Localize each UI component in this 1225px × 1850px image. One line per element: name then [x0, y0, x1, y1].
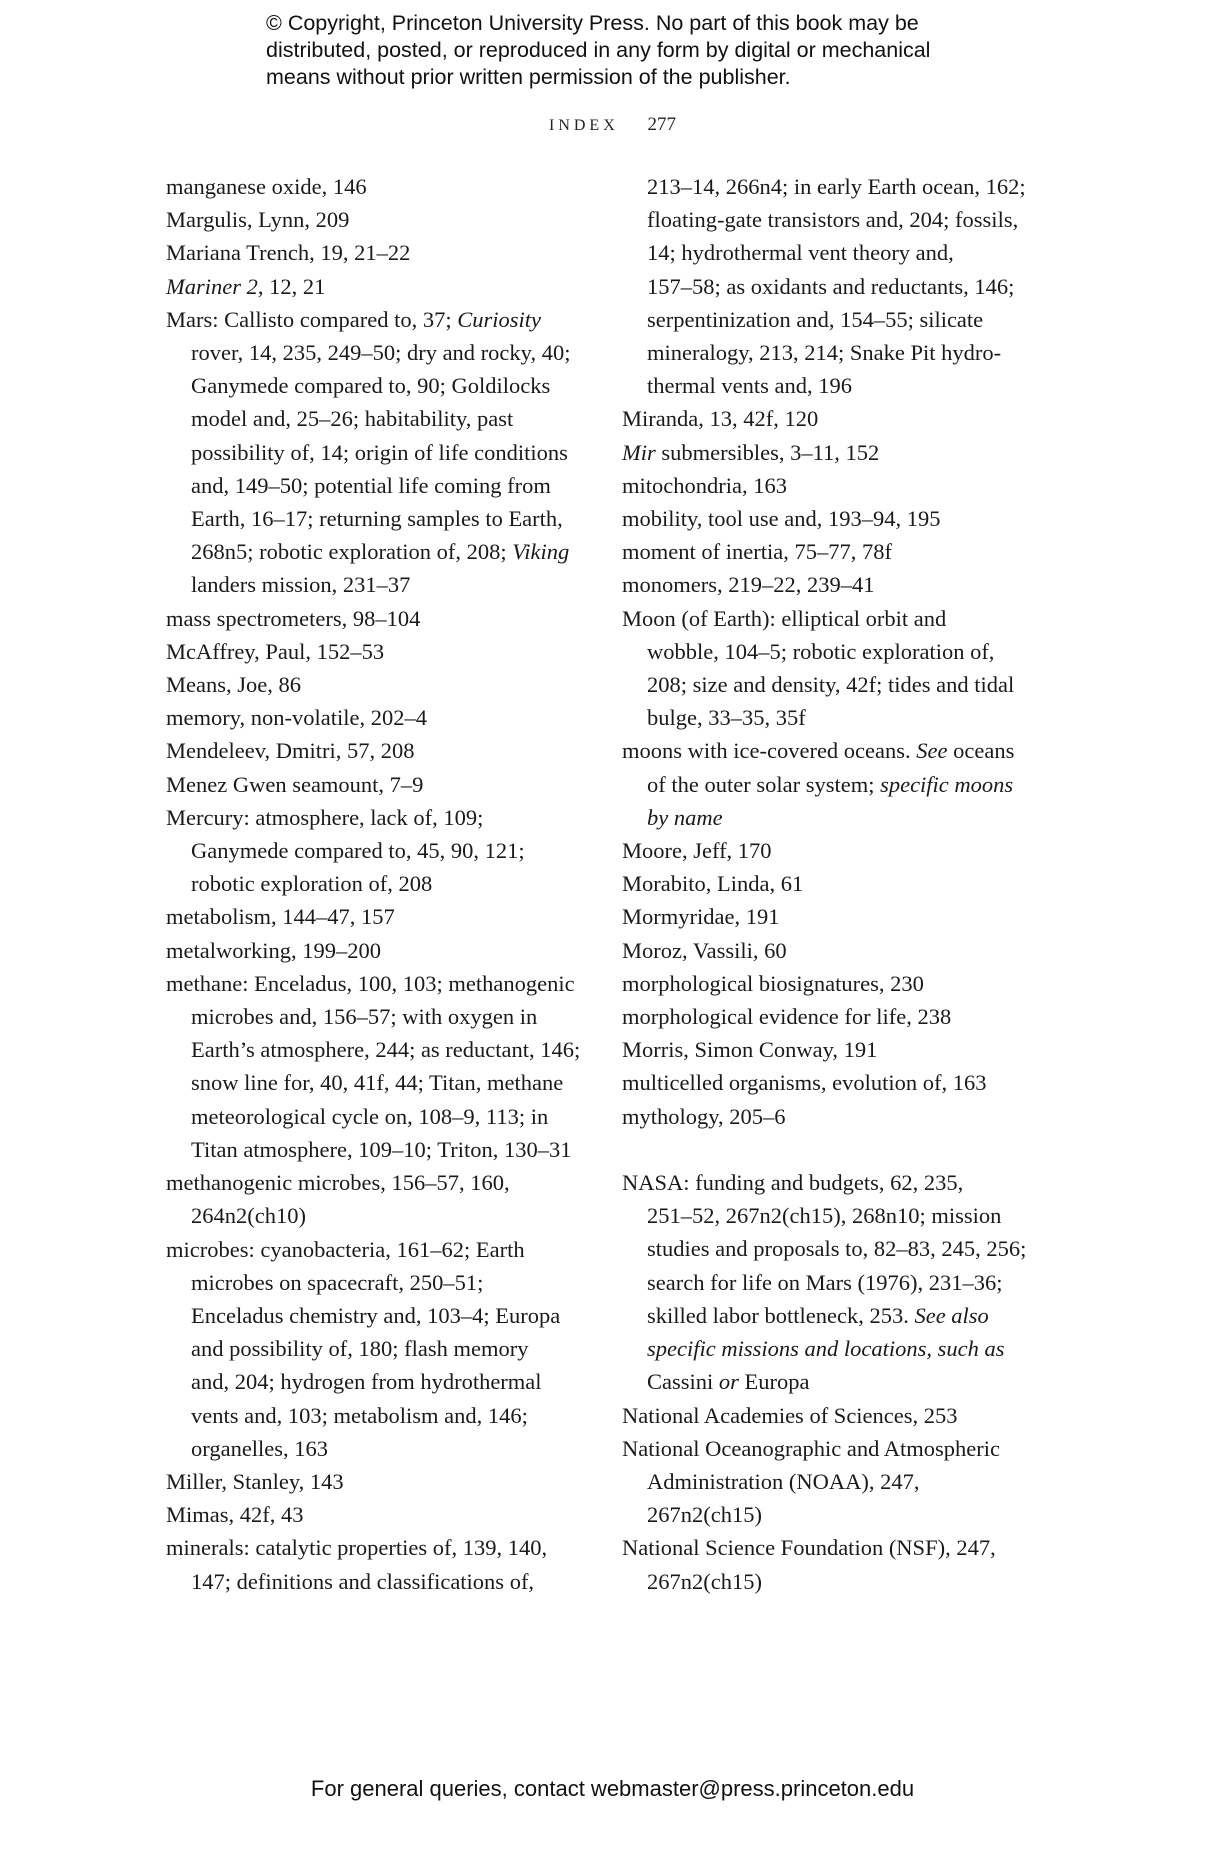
index-subline — [166, 1133, 586, 1166]
entry-text: and possibility of, 180; flash memory — [191, 1336, 529, 1362]
entry-text: Ganymede compared to, 45, 90, 121; — [191, 838, 525, 864]
index-subline — [166, 1432, 586, 1465]
entry-text: snow line for, 40, 41f, 44; Titan, methane — [191, 1070, 564, 1096]
entry-text: monomers, 219–22, 239–41 — [622, 572, 875, 598]
index-entry — [166, 602, 586, 635]
entry-text: 213–14, 266n4; in early Earth ocean, 162; — [647, 174, 1026, 199]
index-subline — [622, 1199, 1052, 1232]
index-column-left — [166, 170, 586, 1598]
index-subline — [166, 502, 586, 535]
index-subline — [622, 768, 1052, 801]
index-entry — [166, 734, 586, 767]
index-entry — [622, 1166, 1052, 1199]
entry-text: Mariner 2 — [166, 273, 258, 299]
entry-text: possibility of, 14; origin of life conditions — [191, 439, 568, 465]
copyright-line: distributed, posted, or reproduced in any form by digital or mechanical — [266, 38, 931, 62]
index-entry — [622, 867, 1052, 900]
entry-text: Means, Joe, 86 — [166, 672, 301, 698]
entry-text: skilled labor bottleneck, 253. — [647, 1302, 915, 1328]
entry-text: 267n2(ch15) — [647, 1568, 762, 1594]
index-subline — [166, 1033, 586, 1066]
index-entry — [166, 1531, 586, 1564]
entry-text: microbes and, 156–57; with oxygen in — [191, 1004, 538, 1030]
index-entry — [622, 1033, 1052, 1066]
entry-text: mass spectrometers, 98–104 — [166, 605, 421, 631]
index-subline — [166, 402, 586, 435]
index-entry — [622, 436, 1052, 469]
entry-text: 157–58; as oxidants and reductants, 146; — [647, 273, 1015, 299]
entry-text: search for life on Mars (1976), 231–36; — [647, 1269, 1003, 1295]
entry-text: mobility, tool use and, 193–94, 195 — [622, 506, 941, 532]
copyright-line: © Copyright, Princeton University Press. No part of this book may be — [266, 11, 919, 35]
entry-text: morphological biosignatures, 230 — [622, 970, 924, 996]
index-subline — [166, 436, 586, 469]
index-subline — [622, 1498, 1052, 1531]
entry-text: morphological evidence for life, 238 — [622, 1004, 952, 1030]
index-subline — [166, 1565, 586, 1598]
index-subline — [622, 1365, 1052, 1398]
entry-text: Mercury: atmosphere, lack of, 109; — [166, 804, 484, 830]
entry-text: National Oceanographic and Atmospheric — [622, 1435, 1000, 1461]
index-entry — [166, 1166, 586, 1199]
entry-text: manganese oxide, 146 — [166, 174, 367, 199]
entry-text: 268n5; robotic exploration of, 208; — [191, 539, 513, 565]
entry-text: by name — [647, 804, 723, 830]
index-subline — [622, 668, 1052, 701]
entry-text: mineralogy, 213, 214; Snake Pit hydro- — [647, 340, 1002, 366]
entry-text: Moon (of Earth): elliptical orbit and — [622, 605, 947, 631]
index-column-right — [622, 170, 1052, 1598]
entry-text: 267n2(ch15) — [647, 1502, 762, 1528]
index-subline — [166, 867, 586, 900]
index-subline — [166, 1199, 586, 1232]
copyright-notice — [266, 10, 986, 91]
index-entry — [622, 1399, 1052, 1432]
index-entry — [622, 1066, 1052, 1099]
index-entry — [622, 934, 1052, 967]
entry-text: landers mission, 231–37 — [191, 572, 411, 598]
index-entry — [622, 900, 1052, 933]
index-subline — [622, 170, 1052, 203]
entry-text: vents and, 103; metabolism and, 146; — [191, 1402, 528, 1428]
index-entry — [622, 502, 1052, 535]
index-subline — [166, 834, 586, 867]
entry-text: Viking — [512, 539, 570, 565]
index-subline — [622, 236, 1052, 269]
entry-text: methane: Enceladus, 100, 103; methanogenic — [166, 970, 575, 996]
entry-text: serpentinization and, 154–55; silicate — [647, 306, 984, 332]
index-entry — [166, 1465, 586, 1498]
entry-text: metabolism, 144–47, 157 — [166, 904, 395, 930]
entry-text: oceans — [947, 738, 1015, 764]
entry-text: Mendeleev, Dmitri, 57, 208 — [166, 738, 415, 764]
entry-text: Mir — [622, 439, 656, 465]
entry-text: National Academies of Sciences, 253 — [622, 1402, 958, 1428]
index-subline — [166, 1299, 586, 1332]
entry-text: 251–52, 267n2(ch15), 268n10; mission — [647, 1203, 1002, 1229]
entry-text: or — [718, 1369, 739, 1395]
entry-text: NASA: funding and budgets, 62, 235, — [622, 1170, 964, 1196]
entry-text: Cassini — [647, 1369, 719, 1395]
entry-text: model and, 25–26; habitability, past — [191, 406, 514, 432]
entry-text: Miller, Stanley, 143 — [166, 1468, 344, 1494]
index-entry — [166, 635, 586, 668]
entry-text: Mars: Callisto compared to, 37; — [166, 306, 458, 332]
index-entry — [622, 469, 1052, 502]
copyright-line: means without prior written permission of the publisher. — [266, 65, 791, 89]
index-subline — [622, 635, 1052, 668]
entry-text: specific missions and locations, such as — [647, 1336, 1005, 1362]
entry-text: Curiosity — [457, 306, 541, 332]
entry-text: 264n2(ch10) — [191, 1203, 306, 1229]
index-subline — [622, 1332, 1052, 1365]
index-subline — [166, 1100, 586, 1133]
entry-gap — [622, 1133, 1052, 1166]
entry-text: See — [916, 738, 948, 764]
index-subline — [622, 1266, 1052, 1299]
index-entry — [166, 203, 586, 236]
entry-text: minerals: catalytic properties of, 139, 140, — [166, 1535, 548, 1561]
entry-text: Morris, Simon Conway, 191 — [622, 1037, 878, 1063]
index-subline — [622, 270, 1052, 303]
entry-text: Moroz, Vassili, 60 — [622, 937, 787, 963]
entry-text: National Science Foundation (NSF), 247, — [622, 1535, 996, 1561]
entry-text: McAffrey, Paul, 152–53 — [166, 638, 385, 664]
index-subline — [166, 369, 586, 402]
entry-text: mitochondria, 163 — [622, 472, 787, 498]
entry-text: Titan atmosphere, 109–10; Triton, 130–31 — [191, 1136, 572, 1162]
entry-text: wobble, 104–5; robotic exploration of, — [647, 638, 995, 664]
index-entry — [622, 1531, 1052, 1564]
index-subline — [166, 1365, 586, 1398]
entry-text: robotic exploration of, 208 — [191, 871, 433, 897]
entry-text: microbes on spacecraft, 250–51; — [191, 1269, 484, 1295]
entry-text: studies and proposals to, 82–83, 245, 256; — [647, 1236, 1027, 1262]
index-subline — [622, 303, 1052, 336]
index-subline — [166, 469, 586, 502]
index-subline — [166, 1000, 586, 1033]
index-entry — [166, 768, 586, 801]
entry-text: multicelled organisms, evolution of, 163 — [622, 1070, 987, 1096]
entry-text: thermal vents and, 196 — [647, 373, 852, 399]
entry-text: moment of inertia, 75–77, 78f — [622, 539, 892, 565]
entry-text: Mariana Trench, 19, 21–22 — [166, 240, 411, 266]
index-entry — [622, 602, 1052, 635]
entry-text: See also — [914, 1302, 989, 1328]
entry-text: Miranda, 13, 42f, 120 — [622, 406, 819, 432]
index-entry — [622, 568, 1052, 601]
entry-text: Ganymede compared to, 90; Goldilocks — [191, 373, 551, 399]
index-entry — [166, 801, 586, 834]
section-label: INDEX — [548, 117, 619, 134]
index-entry — [166, 701, 586, 734]
index-entry — [622, 967, 1052, 1000]
entry-text: Administration (NOAA), 247, — [647, 1468, 920, 1494]
entry-text: submersibles, 3–11, 152 — [655, 439, 880, 465]
entry-text: Mimas, 42f, 43 — [166, 1502, 304, 1528]
index-subline — [622, 1299, 1052, 1332]
index-entry — [166, 1233, 586, 1266]
index-subline — [166, 1066, 586, 1099]
entry-text: mythology, 205–6 — [622, 1103, 786, 1129]
index-subline — [166, 1266, 586, 1299]
entry-text: floating-gate transistors and, 204; fossils, — [647, 207, 1019, 233]
entry-text: 147; definitions and classifications of, — [191, 1568, 535, 1594]
entry-text: Earth’s atmosphere, 244; as reductant, 146; — [191, 1037, 581, 1063]
index-entry — [622, 1432, 1052, 1465]
index-entry — [166, 1498, 586, 1531]
entry-text: Margulis, Lynn, 209 — [166, 207, 350, 233]
entry-text: Enceladus chemistry and, 103–4; Europa — [191, 1302, 561, 1328]
entry-text: moons with ice-covered oceans. — [622, 738, 917, 764]
entry-text: and, 149–50; potential life coming from — [191, 472, 551, 498]
index-subline — [166, 1332, 586, 1365]
entry-text: Europa — [738, 1369, 810, 1395]
entry-text: organelles, 163 — [191, 1435, 329, 1461]
index-subline — [622, 336, 1052, 369]
index-entry — [622, 734, 1052, 767]
entry-text: , 12, 21 — [257, 273, 326, 299]
entry-text: Moore, Jeff, 170 — [622, 838, 772, 864]
running-head — [0, 114, 1225, 136]
entry-text: Menez Gwen seamount, 7–9 — [166, 771, 424, 797]
index-subline — [622, 801, 1052, 834]
entry-text: 208; size and density, 42f; tides and tidal — [647, 672, 1015, 698]
entry-text: rover, 14, 235, 249–50; dry and rocky, 40; — [191, 340, 571, 366]
index-subline — [622, 1232, 1052, 1265]
index-entry — [622, 1100, 1052, 1133]
entry-text: Earth, 16–17; returning samples to Earth, — [191, 506, 563, 532]
index-subline — [166, 568, 586, 601]
index-entry — [166, 236, 586, 269]
index-subline — [622, 701, 1052, 734]
index-entry — [622, 1000, 1052, 1033]
index-subline — [622, 1465, 1052, 1498]
index-subline — [166, 336, 586, 369]
index-entry — [166, 270, 586, 303]
entry-text: methanogenic microbes, 156–57, 160, — [166, 1170, 510, 1196]
index-entry — [166, 967, 586, 1000]
entry-text: meteorological cycle on, 108–9, 113; in — [191, 1103, 549, 1129]
page-number: 277 — [647, 114, 676, 135]
entry-text: 14; hydrothermal vent theory and, — [647, 240, 954, 266]
entry-text: microbes: cyanobacteria, 161–62; Earth — [166, 1236, 525, 1262]
index-entry — [622, 402, 1052, 435]
entry-text: metalworking, 199–200 — [166, 937, 381, 963]
index-entry — [166, 303, 586, 336]
entry-text: and, 204; hydrogen from hydrothermal — [191, 1369, 542, 1395]
entry-text: of the outer solar system; — [647, 771, 881, 797]
entry-text: Mormyridae, 191 — [622, 904, 780, 930]
index-entry — [166, 934, 586, 967]
index-subline — [622, 203, 1052, 236]
index-subline — [622, 369, 1052, 402]
footer-contact: For general queries, contact webmaster@press.princeton.edu — [310, 1776, 915, 1801]
index-subline — [622, 1565, 1052, 1598]
entry-text: specific moons — [880, 771, 1014, 797]
index-entry — [622, 535, 1052, 568]
index-entry — [622, 834, 1052, 867]
index-subline — [166, 535, 586, 568]
index-entry — [166, 668, 586, 701]
entry-text: bulge, 33–35, 35f — [647, 705, 806, 731]
entry-text: memory, non-volatile, 202–4 — [166, 705, 427, 731]
index-entry — [166, 900, 586, 933]
index-subline — [166, 1399, 586, 1432]
index-entry — [166, 170, 586, 203]
entry-text: Morabito, Linda, 61 — [622, 871, 804, 897]
